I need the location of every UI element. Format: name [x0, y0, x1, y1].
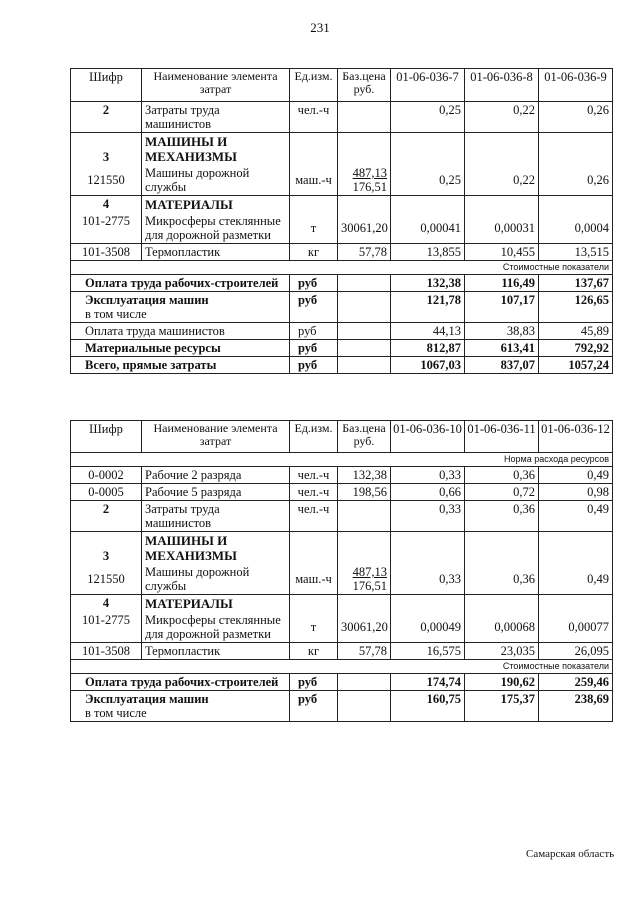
cost-value-1: 132,38 — [391, 275, 465, 292]
price-top: 487,13 — [352, 565, 387, 579]
row-value-2: 0,36 — [465, 467, 539, 484]
header-name: Наименование элемента затрат — [142, 421, 290, 453]
row-price — [338, 564, 391, 595]
cost-value-2: 38,83 — [465, 323, 539, 340]
footer-region: Самарская область — [526, 848, 615, 860]
row-code: 101-2775 — [71, 213, 142, 244]
row-name: Микросферы стеклянные для дорожной разметки — [142, 612, 290, 643]
section-title: МАТЕРИАЛЫ — [142, 595, 290, 613]
row-value-3: 0,49 — [539, 564, 613, 595]
header-code-3: 01-06-036-9 — [539, 69, 613, 102]
section-materials — [71, 196, 613, 214]
cost-value-1: 160,75 — [391, 691, 465, 722]
cost-name: Всего, прямые затраты — [71, 357, 290, 374]
row-price: 198,56 — [338, 484, 391, 501]
row-unit: кг — [290, 643, 338, 660]
row-value-1: 0,33 — [391, 467, 465, 484]
section-title: МАШИНЫ И МЕХАНИЗМЫ — [142, 532, 290, 565]
row-code: 121550 — [71, 564, 142, 595]
row-name: Термопластик — [142, 643, 290, 660]
section-code: 3 — [71, 532, 142, 565]
row-code: 101-3508 — [71, 244, 142, 261]
table-header — [71, 421, 613, 453]
row-value-2: 0,22 — [465, 102, 539, 133]
row-price: 30061,20 — [338, 612, 391, 643]
band-cost — [71, 660, 613, 674]
section-code: 4 — [71, 196, 142, 214]
row-price — [338, 501, 391, 532]
cost-value-2: 107,17 — [465, 292, 539, 323]
cost-title: Эксплуатация машин — [85, 692, 209, 706]
cost-value-1: 812,87 — [391, 340, 465, 357]
cost-unit: руб — [290, 691, 338, 722]
row-code: 121550 — [71, 165, 142, 196]
row-name: Машины дорожной службы — [142, 165, 290, 196]
header-code-1: 01-06-036-10 — [391, 421, 465, 453]
row-value-1: 0,33 — [391, 501, 465, 532]
cost-value-2: 613,41 — [465, 340, 539, 357]
row-unit: маш.-ч — [290, 564, 338, 595]
row-code: 2 — [71, 501, 142, 532]
cost-value-3: 45,89 — [539, 323, 613, 340]
row-value-1: 0,25 — [391, 102, 465, 133]
row-value-3: 0,0004 — [539, 213, 613, 244]
row-code: 0-0005 — [71, 484, 142, 501]
row-value-1: 0,33 — [391, 564, 465, 595]
cost-unit: руб — [290, 323, 338, 340]
header-unit: Ед.изм. — [290, 69, 338, 102]
row-value-1: 13,855 — [391, 244, 465, 261]
table-row — [71, 643, 613, 660]
row-name: Термопластик — [142, 244, 290, 261]
band-label: Стоимостные показатели — [71, 261, 613, 275]
header-code-2: 01-06-036-8 — [465, 69, 539, 102]
price-top: 487,13 — [352, 166, 387, 180]
row-value-2: 0,22 — [465, 165, 539, 196]
band-cost — [71, 261, 613, 275]
band-label: Стоимостные показатели — [71, 660, 613, 674]
row-unit: чел.-ч — [290, 102, 338, 133]
row-value-2: 10,455 — [465, 244, 539, 261]
row-value-3: 13,515 — [539, 244, 613, 261]
cost-name: Материальные ресурсы — [71, 340, 290, 357]
cost-unit: руб — [290, 275, 338, 292]
row-code: 101-3508 — [71, 643, 142, 660]
cost-value-3: 126,65 — [539, 292, 613, 323]
row-unit: маш.-ч — [290, 165, 338, 196]
cost-row — [71, 323, 613, 340]
cost-value-3: 792,92 — [539, 340, 613, 357]
section-materials — [71, 595, 613, 613]
section-machines — [71, 133, 613, 166]
row-code: 0-0002 — [71, 467, 142, 484]
table-row — [71, 244, 613, 261]
cost-row — [71, 674, 613, 691]
table-row — [71, 467, 613, 484]
row-unit: чел.-ч — [290, 484, 338, 501]
row-price: 57,78 — [338, 643, 391, 660]
price-bottom: 176,51 — [352, 180, 387, 194]
row-unit: чел.-ч — [290, 501, 338, 532]
row-value-2: 0,36 — [465, 564, 539, 595]
band-norm — [71, 453, 613, 467]
row-code: 101-2775 — [71, 612, 142, 643]
cost-name: Оплата труда машинистов — [71, 323, 290, 340]
resource-table-1 — [70, 68, 613, 374]
table-header — [71, 69, 613, 102]
row-value-3: 0,00077 — [539, 612, 613, 643]
cost-name — [71, 292, 290, 323]
row-value-3: 0,26 — [539, 165, 613, 196]
row-price: 30061,20 — [338, 213, 391, 244]
header-price: Баз.цена руб. — [338, 69, 391, 102]
header-price: Баз.цена руб. — [338, 421, 391, 453]
cost-unit: руб — [290, 674, 338, 691]
row-name: Рабочие 2 разряда — [142, 467, 290, 484]
cost-row — [71, 357, 613, 374]
row-value-1: 0,66 — [391, 484, 465, 501]
cost-title: Эксплуатация машин — [85, 293, 209, 307]
row-unit: т — [290, 612, 338, 643]
row-value-3: 26,095 — [539, 643, 613, 660]
row-value-3: 0,49 — [539, 467, 613, 484]
cost-value-1: 174,74 — [391, 674, 465, 691]
table-row — [71, 612, 613, 643]
cost-sub: в том числе — [85, 307, 147, 321]
row-unit: чел.-ч — [290, 467, 338, 484]
cost-value-3: 238,69 — [539, 691, 613, 722]
row-value-2: 0,00068 — [465, 612, 539, 643]
cost-value-3: 137,67 — [539, 275, 613, 292]
row-value-2: 0,72 — [465, 484, 539, 501]
header-name: Наименование элемента затрат — [142, 69, 290, 102]
row-name: Затраты труда машинистов — [142, 102, 290, 133]
header-cipher: Шифр — [71, 421, 142, 453]
row-price — [338, 165, 391, 196]
section-code: 4 — [71, 595, 142, 613]
row-unit: т — [290, 213, 338, 244]
row-value-1: 0,00041 — [391, 213, 465, 244]
table-row — [71, 564, 613, 595]
cost-value-3: 259,46 — [539, 674, 613, 691]
table-row — [71, 484, 613, 501]
row-name: Микросферы стеклянные для дорожной разметки — [142, 213, 290, 244]
cost-row — [71, 340, 613, 357]
table-row — [71, 165, 613, 196]
header-unit: Ед.изм. — [290, 421, 338, 453]
row-value-1: 16,575 — [391, 643, 465, 660]
cost-row — [71, 292, 613, 323]
page-number: 231 — [310, 20, 330, 35]
cost-name — [71, 691, 290, 722]
cost-value-1: 44,13 — [391, 323, 465, 340]
table-row — [71, 102, 613, 133]
cost-unit: руб — [290, 340, 338, 357]
row-price: 132,38 — [338, 467, 391, 484]
section-code: 3 — [71, 133, 142, 166]
row-value-2: 0,36 — [465, 501, 539, 532]
cost-value-2: 837,07 — [465, 357, 539, 374]
cost-name: Оплата труда рабочих-строителей — [71, 674, 290, 691]
row-price: 57,78 — [338, 244, 391, 261]
cost-sub: в том числе — [85, 706, 147, 720]
table-row — [71, 501, 613, 532]
cost-value-2: 175,37 — [465, 691, 539, 722]
section-machines — [71, 532, 613, 565]
section-title: МАШИНЫ И МЕХАНИЗМЫ — [142, 133, 290, 166]
header-code-2: 01-06-036-11 — [465, 421, 539, 453]
row-value-3: 0,49 — [539, 501, 613, 532]
price-bottom: 176,51 — [352, 579, 387, 593]
cost-value-2: 116,49 — [465, 275, 539, 292]
band-label: Норма расхода ресурсов — [71, 453, 613, 467]
resource-table-2 — [70, 420, 613, 722]
cost-row — [71, 275, 613, 292]
cost-row — [71, 691, 613, 722]
row-name: Машины дорожной службы — [142, 564, 290, 595]
table-row — [71, 213, 613, 244]
cost-unit: руб — [290, 292, 338, 323]
cost-name: Оплата труда рабочих-строителей — [71, 275, 290, 292]
cost-value-1: 121,78 — [391, 292, 465, 323]
row-code: 2 — [71, 102, 142, 133]
cost-unit: руб — [290, 357, 338, 374]
row-name: Рабочие 5 разряда — [142, 484, 290, 501]
row-value-2: 23,035 — [465, 643, 539, 660]
header-code-3: 01-06-036-12 — [539, 421, 613, 453]
row-price — [338, 102, 391, 133]
header-code-1: 01-06-036-7 — [391, 69, 465, 102]
section-title: МАТЕРИАЛЫ — [142, 196, 290, 214]
row-unit: кг — [290, 244, 338, 261]
row-name: Затраты труда машинистов — [142, 501, 290, 532]
header-cipher: Шифр — [71, 69, 142, 102]
row-value-1: 0,00049 — [391, 612, 465, 643]
row-value-3: 0,98 — [539, 484, 613, 501]
row-value-3: 0,26 — [539, 102, 613, 133]
row-value-1: 0,25 — [391, 165, 465, 196]
row-value-2: 0,00031 — [465, 213, 539, 244]
cost-value-1: 1067,03 — [391, 357, 465, 374]
cost-value-2: 190,62 — [465, 674, 539, 691]
cost-value-3: 1057,24 — [539, 357, 613, 374]
